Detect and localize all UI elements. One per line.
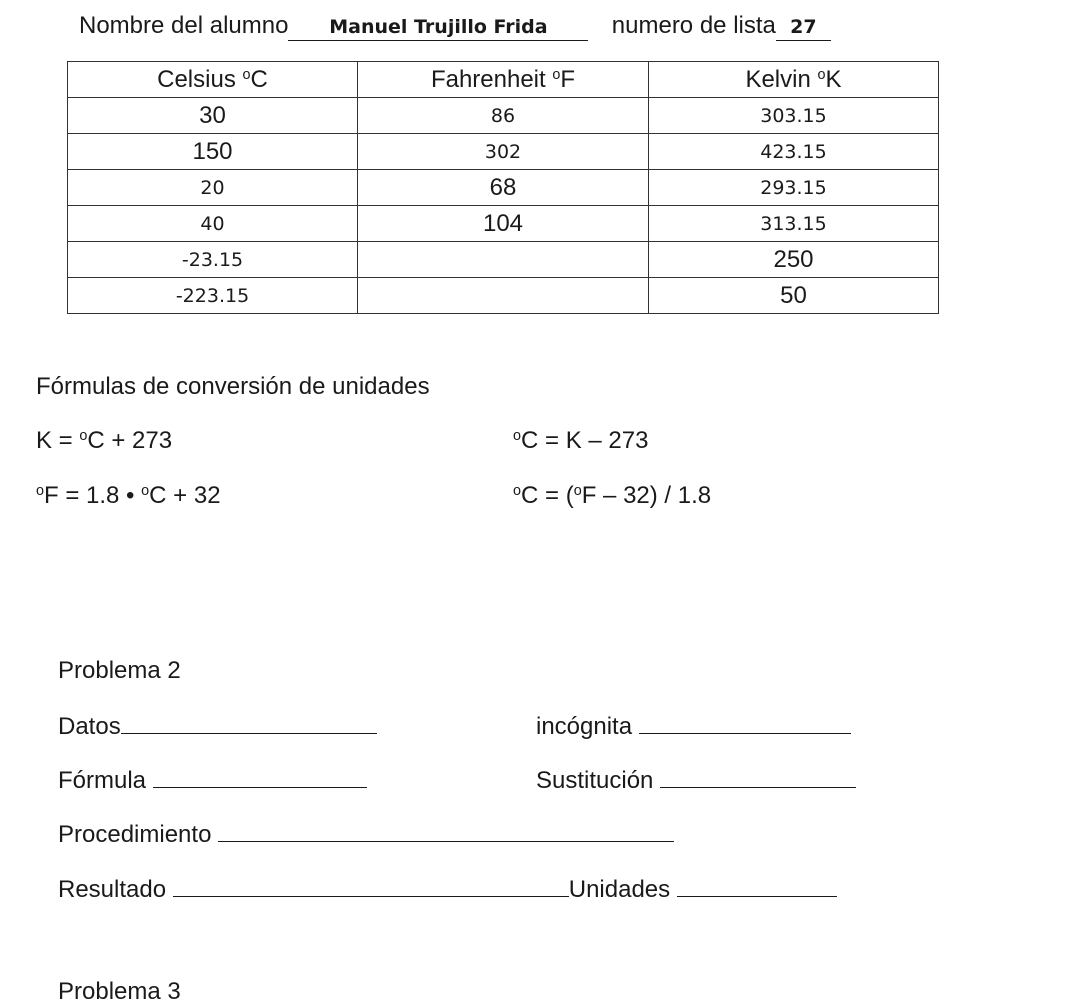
cell-fahrenheit[interactable]: 302: [358, 134, 649, 170]
incognita-row: [536, 711, 851, 741]
header-kelvin: Kelvin $^o$K: [649, 62, 939, 98]
cell-kelvin[interactable]: 250: [649, 242, 939, 278]
unidades-label: Unidades: [568, 876, 671, 903]
table-row: [68, 206, 939, 242]
resultado-row: [58, 874, 837, 904]
procedimiento-label: Procedimiento: [58, 821, 212, 848]
cell-celsius[interactable]: 40: [68, 206, 358, 242]
student-name: Manuel Trujillo Frida: [329, 16, 548, 38]
student-header: [79, 12, 831, 41]
cell-fahrenheit[interactable]: 86: [358, 98, 649, 134]
student-name-field[interactable]: [288, 12, 588, 41]
datos-label: Datos: [58, 713, 121, 740]
table-header-row: [68, 62, 939, 98]
list-number: 27: [790, 16, 817, 38]
procedimiento-row: [58, 819, 674, 849]
cell-kelvin[interactable]: 303.15: [649, 98, 939, 134]
formula-row: [58, 765, 367, 795]
cell-fahrenheit[interactable]: [358, 242, 649, 278]
formula-k-from-c: K = $^o$C + 273: [36, 427, 173, 454]
table-row: [68, 242, 939, 278]
cell-fahrenheit[interactable]: 104: [358, 206, 649, 242]
procedimiento-field[interactable]: [218, 819, 674, 842]
table-row: [68, 278, 939, 314]
resultado-label: Resultado: [58, 876, 167, 903]
cell-celsius[interactable]: -23.15: [68, 242, 358, 278]
cell-kelvin[interactable]: 313.15: [649, 206, 939, 242]
table-row: [68, 98, 939, 134]
list-label: numero de lista: [611, 12, 776, 39]
problem-2-title: Problema 2: [58, 657, 181, 684]
header-celsius: Celsius $^o$C: [68, 62, 358, 98]
sustitucion-label: Sustitución: [536, 767, 654, 794]
temperature-table: [67, 61, 939, 314]
cell-fahrenheit[interactable]: [358, 278, 649, 314]
datos-row: [58, 711, 377, 741]
sustitucion-field[interactable]: [660, 765, 856, 788]
cell-kelvin[interactable]: 293.15: [649, 170, 939, 206]
formula-c-from-k: $^o$C = K – 273: [513, 427, 649, 454]
cell-kelvin[interactable]: 423.15: [649, 134, 939, 170]
cell-celsius[interactable]: 30: [68, 98, 358, 134]
problem-3-title: Problema 3: [58, 978, 181, 1005]
table-row: [68, 170, 939, 206]
formula-label: Fórmula: [58, 767, 147, 794]
datos-field[interactable]: [121, 711, 377, 734]
cell-celsius[interactable]: 20: [68, 170, 358, 206]
cell-celsius[interactable]: -223.15: [68, 278, 358, 314]
sustitucion-row: [536, 765, 856, 795]
incognita-label: incógnita: [536, 713, 633, 740]
cell-kelvin[interactable]: 50: [649, 278, 939, 314]
header-fahrenheit: Fahrenheit $^o$F: [358, 62, 649, 98]
incognita-field[interactable]: [639, 711, 851, 734]
formula-field[interactable]: [153, 765, 367, 788]
formulas-title: Fórmulas de conversión de unidades: [36, 373, 430, 400]
name-label: Nombre del alumno: [79, 12, 289, 39]
cell-celsius[interactable]: 150: [68, 134, 358, 170]
resultado-field[interactable]: [173, 874, 569, 897]
formula-f-from-c: $^o$F = 1.8 • $^o$C + 32: [36, 482, 221, 509]
formula-c-from-f: $^o$C = ($^o$F – 32) / 1.8: [513, 482, 712, 509]
unidades-field[interactable]: [677, 874, 837, 897]
cell-fahrenheit[interactable]: 68: [358, 170, 649, 206]
table-row: [68, 134, 939, 170]
list-number-field[interactable]: [776, 12, 831, 41]
